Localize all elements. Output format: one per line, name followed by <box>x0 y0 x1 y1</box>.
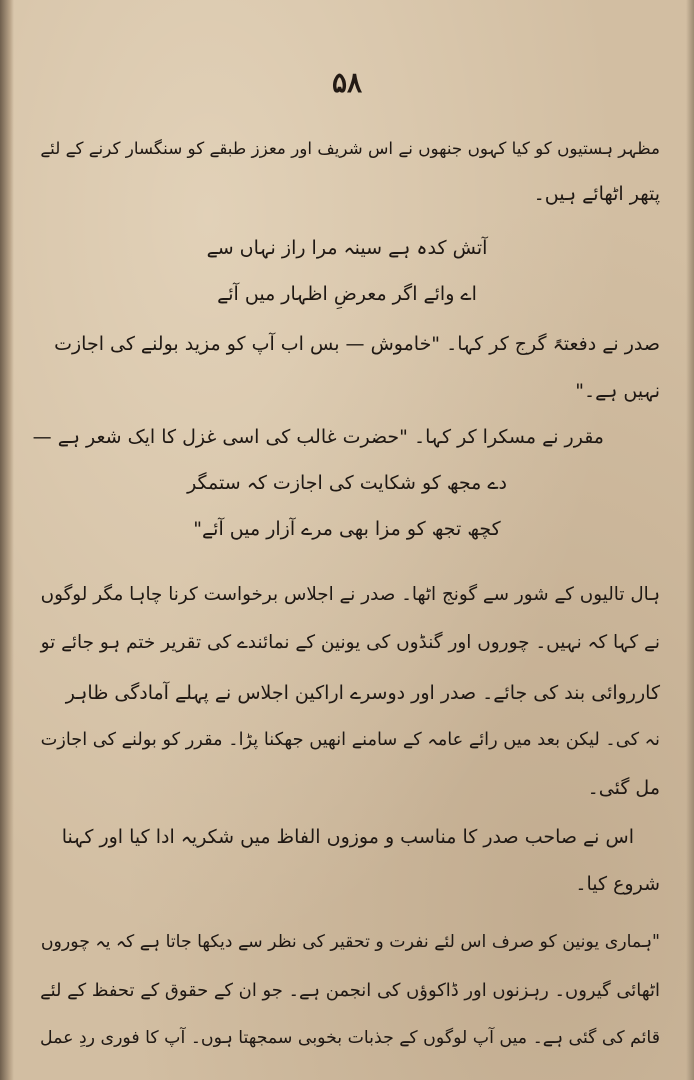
text-line: نے کہا کہ نہیں۔ چوروں اور گنڈوں کی یونین کے نمائندے کی تقریر ختم ہو جائے تو <box>40 632 660 653</box>
verse-line: اے وائے اگر معرضِ اظہار میں آئے <box>217 283 477 305</box>
verse-line: دے مجھ کو شکایت کی اجازت کہ ستمگر <box>187 472 507 494</box>
text-line: اس نے صاحب صدر کا مناسب و موزوں الفاظ میں شکریہ ادا کیا اور کہنا <box>61 826 634 848</box>
page-edge-left <box>0 0 14 1080</box>
text-line: قائم کی گئی ہے۔ میں آپ لوگوں کے جذبات بخوبی سمجھتا ہوں۔ آپ کا فوری ردِ عمل <box>40 1028 660 1048</box>
text-line: اٹھائی گیروں۔ رہزنوں اور ڈاکوؤں کی انجمن ہے۔ جو ان کے حقوق کے تحفظ کے لئے <box>40 980 660 1001</box>
page-edge-right <box>686 0 694 1080</box>
text-line: صدر نے دفعتہً گرج کر کہا۔ "خاموش — بس اب آپ کو مزید بولنے کی اجازت <box>54 333 660 355</box>
text-line: پتھر اٹھائے ہیں۔ <box>533 183 660 205</box>
verse-line: کچھ تجھ کو مزا بھی مرے آزار میں آئے" <box>193 518 501 540</box>
text-line: مظہر ہستیوں کو کیا کہوں جنھوں نے اس شریف اور معزز طبقے کو سنگسار کرنے کے لئے <box>40 138 660 158</box>
text-line: نہ کی۔ لیکن بعد میں رائے عامہ کے سامنے انھیں جھکنا پڑا۔ مقرر کو بولنے کی اجازت <box>40 730 660 750</box>
text-line: نہیں ہے۔" <box>575 380 660 402</box>
text-line: ہال تالیوں کے شور سے گونج اٹھا۔ صدر نے اجلاس برخواست کرنا چاہا مگر لوگوں <box>40 584 660 605</box>
text-line: شروع کیا۔ <box>575 873 660 895</box>
text-line: کارروائی بند کی جائے۔ صدر اور دوسرے اراکین اجلاس نے پہلے آمادگی ظاہر <box>65 682 660 704</box>
verse-line: آتش کدہ ہے سینہ مرا راز نہاں سے <box>206 237 488 259</box>
text-line: مل گئی۔ <box>587 777 660 799</box>
page-number: ۵۸ <box>331 66 363 99</box>
text-line: "ہماری یونین کو صرف اس لئے نفرت و تحقیر کی نظر سے دیکھا جاتا ہے کہ یہ چوروں <box>40 932 660 952</box>
text-line: مقرر نے مسکرا کر کہا۔ "حضرت غالب کی اسی غزل کا ایک شعر ہے — <box>32 426 604 448</box>
